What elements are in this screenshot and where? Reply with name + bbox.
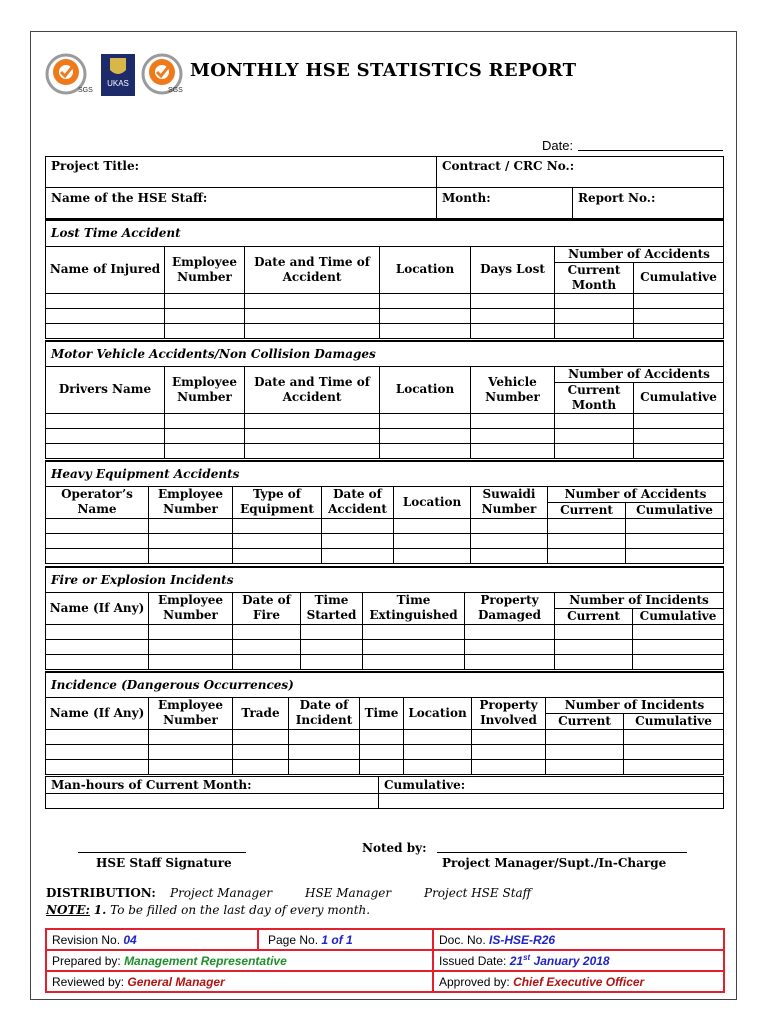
table-row: [46, 323, 724, 338]
table-cell[interactable]: [245, 308, 380, 323]
page-label: Page No.: [268, 932, 319, 947]
reviewed-by-cell: [46, 971, 433, 992]
table-cell[interactable]: [555, 293, 634, 308]
table-cell[interactable]: [46, 744, 149, 759]
table-cell[interactable]: [633, 654, 724, 669]
table-cell[interactable]: [46, 639, 149, 654]
prepared-by-cell: [46, 950, 433, 971]
table-row: [46, 759, 724, 774]
table-cell[interactable]: [149, 729, 233, 744]
revision-label: Revision No.: [52, 932, 121, 947]
page-value: 1 of 1: [321, 932, 353, 947]
table-cell[interactable]: [465, 624, 555, 639]
column-header: Property Damaged: [465, 592, 555, 624]
reviewed-value: General Manager: [127, 974, 225, 989]
table-row: [46, 413, 724, 428]
table-cell[interactable]: [472, 744, 546, 759]
issued-month-year: January 2018: [533, 954, 610, 968]
motor-vehicle-accidents-table: [45, 340, 724, 459]
table-cell[interactable]: [289, 729, 360, 744]
column-group-header: Number of Accidents: [555, 366, 724, 382]
table-cell[interactable]: [233, 654, 301, 669]
column-header: Time Started: [301, 592, 363, 624]
table-cell[interactable]: [46, 308, 165, 323]
table-cell[interactable]: [548, 533, 626, 548]
distribution-label: DISTRIBUTION:: [46, 886, 156, 900]
table-cell[interactable]: [233, 744, 289, 759]
table-cell[interactable]: [624, 729, 724, 744]
info-table: [45, 156, 724, 219]
table-cell[interactable]: [624, 759, 724, 774]
table-cell[interactable]: [472, 759, 546, 774]
table-cell[interactable]: [626, 518, 724, 533]
table-cell[interactable]: [546, 729, 624, 744]
issued-date-cell: [433, 950, 724, 971]
table-cell[interactable]: [46, 624, 149, 639]
note: [46, 903, 370, 917]
doc-value: IS-HSE-R26: [489, 932, 556, 947]
table-cell[interactable]: [289, 759, 360, 774]
table-cell[interactable]: [233, 639, 301, 654]
table-row: [46, 518, 724, 533]
column-header: Location: [380, 246, 471, 293]
table-cell[interactable]: [363, 639, 465, 654]
table-cell[interactable]: [165, 428, 245, 443]
reviewed-label: Reviewed by:: [52, 974, 125, 989]
date-label: Date:: [542, 138, 574, 153]
table-cell[interactable]: [149, 624, 233, 639]
doc-label: Doc. No.: [439, 932, 486, 947]
table-cell[interactable]: [360, 744, 404, 759]
approved-by-cell: [433, 971, 724, 992]
table-cell[interactable]: [471, 323, 555, 338]
hse-staff-signature-line[interactable]: [78, 852, 246, 853]
column-header: Date of Incident: [289, 697, 360, 729]
table-cell[interactable]: [394, 518, 471, 533]
column-header: Current: [546, 713, 624, 729]
table-cell[interactable]: [626, 533, 724, 548]
column-header: Employee Number: [165, 246, 245, 293]
project-title-field[interactable]: Project Title:: [46, 157, 437, 188]
prepared-label: Prepared by:: [52, 953, 121, 968]
table-cell[interactable]: [301, 639, 363, 654]
table-cell[interactable]: [555, 323, 634, 338]
column-header: Location: [394, 486, 471, 518]
table-cell[interactable]: [46, 759, 149, 774]
table-cell[interactable]: [394, 533, 471, 548]
date-field[interactable]: [578, 150, 723, 151]
approved-label: Approved by:: [439, 974, 510, 989]
table-cell[interactable]: [149, 759, 233, 774]
table-cell[interactable]: [46, 443, 165, 458]
column-header: Time: [360, 697, 404, 729]
column-header: Date of Fire: [233, 592, 301, 624]
distribution-item: Project Manager: [170, 886, 273, 900]
column-header: Suwaidi Number: [471, 486, 548, 518]
table-cell[interactable]: [634, 323, 724, 338]
column-header: Name of Injured: [46, 246, 165, 293]
table-row: [46, 548, 724, 563]
table-cell[interactable]: [233, 624, 301, 639]
column-header: Name (If Any): [46, 697, 149, 729]
table-row: [46, 624, 724, 639]
table-cell[interactable]: [46, 533, 149, 548]
table-cell[interactable]: [380, 443, 471, 458]
column-header: Operator’s Name: [46, 486, 149, 518]
heavy-equipment-accidents-table: [45, 460, 724, 564]
table-cell[interactable]: [465, 639, 555, 654]
manager-signature-line[interactable]: [437, 852, 687, 853]
revision-value: 04: [123, 932, 137, 947]
section-title: Lost Time Accident: [46, 220, 724, 246]
column-header: Location: [404, 697, 472, 729]
table-cell[interactable]: [380, 428, 471, 443]
table-cell[interactable]: [233, 729, 289, 744]
logo-text-sgs-2: SGS: [168, 87, 183, 94]
distribution-item: HSE Manager: [305, 886, 392, 900]
table-cell[interactable]: [245, 443, 380, 458]
table-cell[interactable]: [46, 518, 149, 533]
table-cell[interactable]: [634, 413, 724, 428]
prepared-value: Management Representative: [124, 953, 287, 968]
table-cell[interactable]: [233, 533, 322, 548]
table-row: [46, 293, 724, 308]
table-cell[interactable]: [380, 293, 471, 308]
table-cell[interactable]: [546, 744, 624, 759]
column-header: Cumulative: [633, 608, 724, 624]
table-cell[interactable]: [149, 639, 233, 654]
table-cell[interactable]: [471, 548, 548, 563]
table-cell[interactable]: [626, 548, 724, 563]
table-cell[interactable]: [233, 518, 322, 533]
table-cell[interactable]: [555, 639, 633, 654]
doc-no-cell: [433, 929, 724, 950]
table-cell[interactable]: [380, 308, 471, 323]
column-header: Employee Number: [149, 486, 233, 518]
column-header: Trade: [233, 697, 289, 729]
table-cell[interactable]: [634, 308, 724, 323]
column-header: Date of Accident: [322, 486, 394, 518]
issued-label: Issued Date:: [439, 954, 507, 968]
column-header: Employee Number: [149, 697, 233, 729]
table-cell[interactable]: [165, 443, 245, 458]
table-row: [46, 533, 724, 548]
table-cell[interactable]: [149, 744, 233, 759]
column-header: Property Involved: [472, 697, 546, 729]
table-cell[interactable]: [322, 533, 394, 548]
table-cell[interactable]: [404, 729, 472, 744]
table-cell[interactable]: [46, 548, 149, 563]
table-cell[interactable]: [634, 443, 724, 458]
column-header: Current Month: [555, 262, 634, 293]
table-cell[interactable]: [360, 759, 404, 774]
sgs-ukas-logo-icon: [44, 52, 186, 96]
table-cell[interactable]: [233, 548, 322, 563]
page-no-cell: [258, 929, 433, 950]
column-header: Date and Time of Accident: [245, 366, 380, 413]
column-header: Vehicle Number: [471, 366, 555, 413]
table-cell[interactable]: [46, 293, 165, 308]
column-header: Type of Equipment: [233, 486, 322, 518]
section-title: Heavy Equipment Accidents: [46, 461, 724, 486]
section-title: Incidence (Dangerous Occurrences): [46, 672, 724, 697]
issued-sup: st: [523, 953, 531, 962]
table-cell[interactable]: [546, 759, 624, 774]
table-cell[interactable]: [245, 428, 380, 443]
hse-staff-name-field[interactable]: Name of the HSE Staff:: [46, 188, 437, 219]
table-cell[interactable]: [46, 413, 165, 428]
note-text: To be filled on the last day of every month.: [110, 903, 371, 917]
table-cell[interactable]: [233, 759, 289, 774]
column-header: Time Extinguished: [363, 592, 465, 624]
incidence-dangerous-occurrences-table: [45, 671, 724, 775]
table-cell[interactable]: [165, 323, 245, 338]
column-header: Cumulative: [626, 502, 724, 518]
table-cell[interactable]: [322, 548, 394, 563]
noted-by-label: Noted by:: [362, 841, 427, 855]
column-header: Cumulative: [624, 713, 724, 729]
table-cell[interactable]: [149, 548, 233, 563]
table-cell[interactable]: [46, 654, 149, 669]
table-cell[interactable]: [394, 548, 471, 563]
logo-text-sgs-1: SGS: [78, 87, 93, 94]
table-cell[interactable]: [633, 639, 724, 654]
table-cell[interactable]: [245, 413, 380, 428]
table-cell[interactable]: [404, 759, 472, 774]
man-hours-current-field[interactable]: Man-hours of Current Month:: [46, 777, 379, 794]
approved-value: Chief Executive Officer: [513, 974, 645, 989]
table-cell[interactable]: [471, 533, 548, 548]
table-cell[interactable]: [46, 794, 379, 809]
table-row: [46, 654, 724, 669]
table-cell[interactable]: [471, 293, 555, 308]
table-cell[interactable]: [46, 729, 149, 744]
table-row: [46, 308, 724, 323]
table-cell[interactable]: [46, 428, 165, 443]
column-header: Current Month: [555, 382, 634, 413]
table-row: [46, 639, 724, 654]
column-header: Current: [555, 608, 633, 624]
month-field[interactable]: Month:: [437, 188, 573, 219]
table-cell[interactable]: [465, 654, 555, 669]
table-cell[interactable]: [555, 428, 634, 443]
manager-signature-label: Project Manager/Supt./In-Charge: [442, 856, 667, 870]
note-label: NOTE:: [46, 903, 90, 917]
table-cell[interactable]: [548, 548, 626, 563]
table-cell[interactable]: [363, 654, 465, 669]
certification-logos: [44, 52, 186, 96]
issued-day: 21: [509, 954, 524, 968]
table-cell[interactable]: [149, 533, 233, 548]
table-cell[interactable]: [289, 744, 360, 759]
logo-text-ukas: UKAS: [107, 79, 129, 88]
column-header: Employee Number: [149, 592, 233, 624]
lost-time-accident-table: [45, 219, 724, 339]
column-header: Current: [548, 502, 626, 518]
table-cell[interactable]: [471, 443, 555, 458]
table-cell[interactable]: [360, 729, 404, 744]
table-cell[interactable]: [245, 323, 380, 338]
column-header: Cumulative: [634, 262, 724, 293]
revision-no-cell: [46, 929, 258, 950]
section-title: Fire or Explosion Incidents: [46, 567, 724, 592]
table-cell[interactable]: [322, 518, 394, 533]
column-group-header: Number of Incidents: [546, 697, 724, 713]
table-cell[interactable]: [555, 443, 634, 458]
table-cell[interactable]: [301, 654, 363, 669]
table-cell[interactable]: [471, 413, 555, 428]
column-header: Employee Number: [165, 366, 245, 413]
table-row: [46, 744, 724, 759]
issued-value: [510, 954, 610, 968]
column-group-header: Number of Incidents: [555, 592, 724, 608]
table-cell[interactable]: [149, 654, 233, 669]
table-cell[interactable]: [471, 428, 555, 443]
table-cell[interactable]: [245, 293, 380, 308]
table-cell[interactable]: [165, 413, 245, 428]
column-group-header: Number of Accidents: [555, 246, 724, 262]
column-header: Cumulative: [634, 382, 724, 413]
column-header: Name (If Any): [46, 592, 149, 624]
document-control-box: [45, 928, 725, 993]
man-hours-table: [45, 776, 724, 809]
table-row: [46, 443, 724, 458]
table-cell[interactable]: [301, 624, 363, 639]
table-cell[interactable]: [363, 624, 465, 639]
table-cell[interactable]: [555, 654, 633, 669]
table-cell[interactable]: [633, 624, 724, 639]
table-cell[interactable]: [46, 323, 165, 338]
contract-no-field[interactable]: Contract / CRC No.:: [437, 157, 724, 188]
column-header: Date and Time of Accident: [245, 246, 380, 293]
table-cell[interactable]: [379, 794, 724, 809]
table-cell[interactable]: [471, 518, 548, 533]
table-cell[interactable]: [165, 308, 245, 323]
table-cell[interactable]: [624, 744, 724, 759]
table-cell[interactable]: [555, 308, 634, 323]
column-group-header: Number of Accidents: [548, 486, 724, 502]
table-cell[interactable]: [555, 624, 633, 639]
table-row: [46, 428, 724, 443]
fire-explosion-incidents-table: [45, 566, 724, 670]
column-header: Days Lost: [471, 246, 555, 293]
distribution-item: Project HSE Staff: [424, 886, 532, 900]
table-cell[interactable]: [548, 518, 626, 533]
report-no-field[interactable]: Report No.:: [573, 188, 724, 219]
table-cell[interactable]: [149, 518, 233, 533]
hse-staff-signature-label: HSE Staff Signature: [96, 856, 232, 870]
table-cell[interactable]: [472, 729, 546, 744]
note-number: 1.: [93, 903, 107, 917]
section-title: Motor Vehicle Accidents/Non Collision Damages: [46, 341, 724, 366]
table-cell[interactable]: [634, 428, 724, 443]
table-cell[interactable]: [165, 293, 245, 308]
column-header: Location: [380, 366, 471, 413]
table-cell[interactable]: [634, 293, 724, 308]
column-header: Drivers Name: [46, 366, 165, 413]
table-row: [46, 729, 724, 744]
report-title: MONTHLY HSE STATISTICS REPORT: [190, 60, 577, 81]
man-hours-cumulative-field[interactable]: Cumulative:: [379, 777, 724, 794]
table-cell[interactable]: [380, 323, 471, 338]
table-cell[interactable]: [404, 744, 472, 759]
table-cell[interactable]: [555, 413, 634, 428]
table-cell[interactable]: [471, 308, 555, 323]
table-cell[interactable]: [380, 413, 471, 428]
